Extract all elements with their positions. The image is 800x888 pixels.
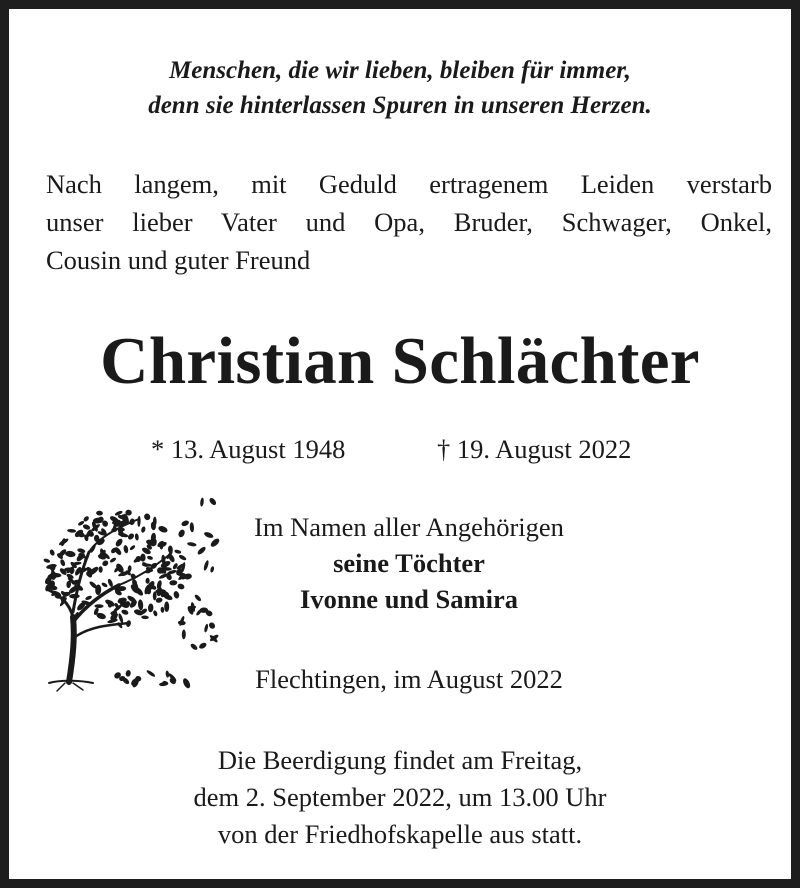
funeral-line-2: dem 2. September 2022, um 13.00 Uhr bbox=[193, 782, 607, 812]
funeral-line-1: Die Beerdigung findet am Freitag, bbox=[217, 745, 583, 775]
family-line-2: seine Töchter bbox=[333, 548, 485, 578]
deceased-name: Christian Schlächter bbox=[100, 324, 700, 398]
intro-line-2: unser lieber Vater und Opa, Bruder, Schwager, Onkel, bbox=[46, 207, 772, 237]
motto bbox=[39, 53, 761, 123]
intro-line-3: Cousin und guter Freund bbox=[46, 245, 311, 275]
funeral-line-3: von der Friedhofskapelle aus statt. bbox=[217, 819, 583, 849]
intro-line-1: Nach langem, mit Geduld ertragenem Leiden verstarb bbox=[46, 169, 772, 199]
death-date: † 19. August 2022 bbox=[437, 434, 632, 464]
motto-line-1: Menschen, die wir lieben, bleiben für immer, bbox=[169, 57, 631, 84]
family-line-3: Ivonne und Samira bbox=[300, 584, 518, 614]
family-line-1: Im Namen aller Angehörigen bbox=[254, 512, 564, 542]
family-signature bbox=[227, 509, 591, 617]
motto-line-2: denn sie hinterlassen Spuren in unseren Herzen. bbox=[148, 92, 652, 119]
birth-date: * 13. August 1948 bbox=[151, 434, 346, 464]
funeral-notice bbox=[9, 742, 791, 853]
place-and-date: Flechtingen, im August 2022 bbox=[255, 664, 563, 694]
windblown-tree-icon bbox=[29, 477, 229, 697]
intro-text bbox=[46, 165, 772, 279]
